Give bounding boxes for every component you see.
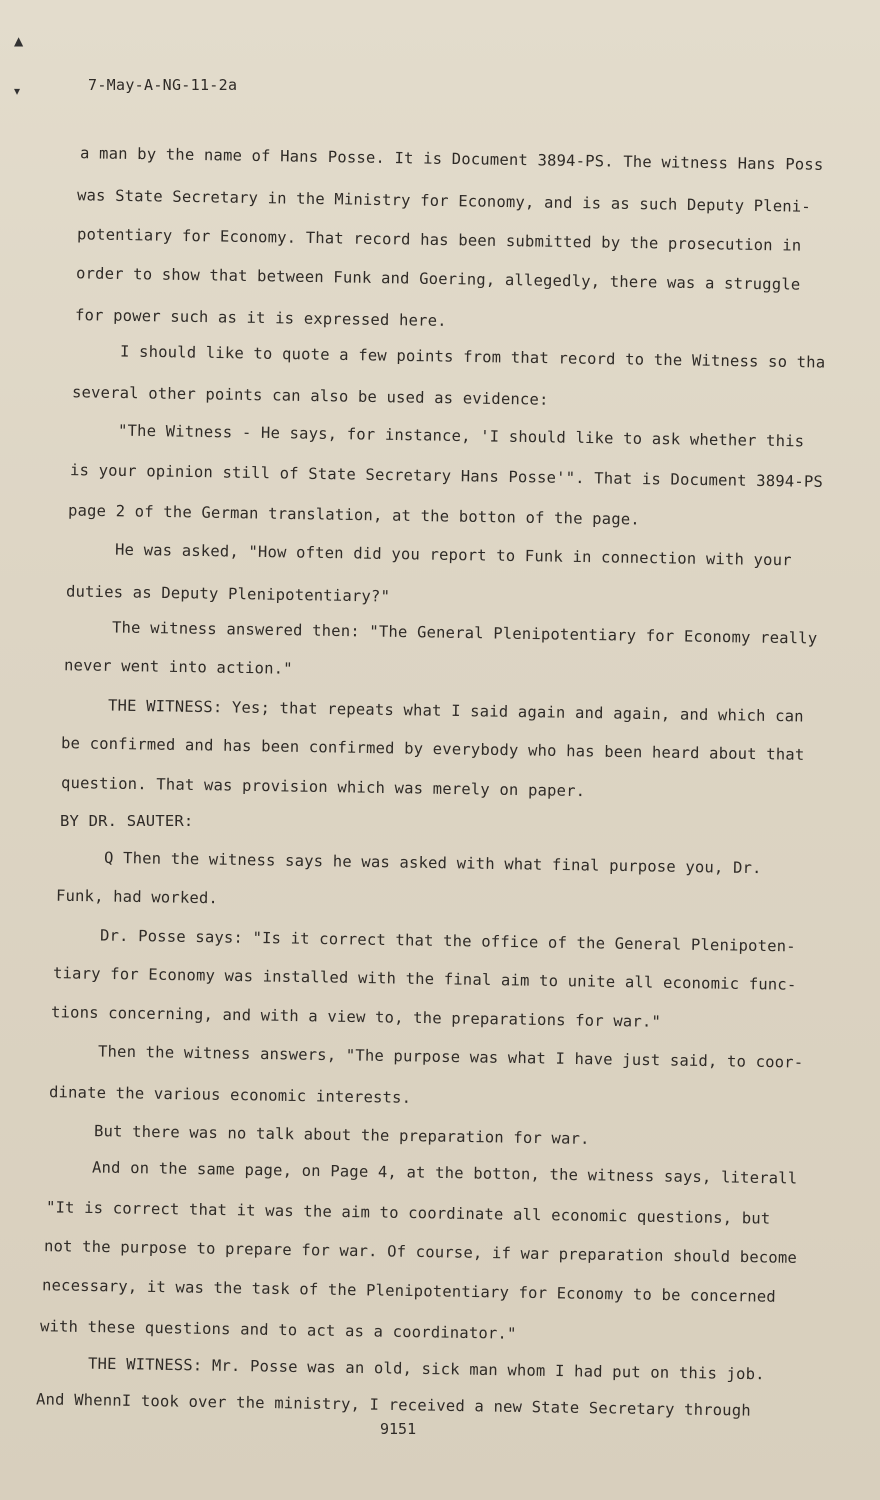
body-line: I should like to quote a few points from that record to the Witness so tha — [119, 342, 826, 372]
body-line: THE WITNESS: Yes; that repeats what I said again and again, and which can — [107, 696, 804, 726]
body-line: tions concerning, and with a view to, the preparations for war." — [50, 1003, 662, 1031]
document-reference: 7-May-A-NG-11-2a — [88, 76, 238, 94]
body-line: He was asked, "How often did you report to Funk in connection with your — [114, 540, 792, 570]
body-line: duties as Deputy Plenipotentiary?" — [65, 582, 391, 606]
body-line: page 2 of the German translation, at the botton of the page. — [67, 501, 641, 529]
body-line: for power such as it is expressed here. — [74, 306, 447, 330]
body-line: necessary, it was the task of the Plenipotentiary for Economy to be concerned — [41, 1276, 777, 1306]
page-number: 9151 — [380, 1420, 417, 1438]
body-line: THE WITNESS: Mr. Posse was an old, sick man whom I had put on this job. — [87, 1354, 765, 1384]
body-line: be confirmed and has been confirmed by everybody who has been heard about that — [60, 734, 805, 764]
section-heading: BY DR. SAUTER: — [60, 812, 194, 830]
body-line: "It is correct that it was the aim to coordinate all economic questions, but — [45, 1198, 771, 1228]
body-line: several other points can also be used as evidence: — [71, 383, 549, 409]
body-line: is your opinion still of State Secretary Hans Posse'". That is Document 3894-PS — [69, 461, 824, 491]
body-line: Q Then the witness says he was asked with what final purpose you, Dr. — [103, 848, 762, 878]
punch-mark-icon: ▲ — [14, 34, 24, 48]
body-line: with these questions and to act as a coordinator." — [39, 1317, 517, 1343]
body-line: And on the same page, on Page 4, at the botton, the witness says, literall — [91, 1158, 798, 1188]
body-line: dinate the various economic interests. — [48, 1083, 412, 1107]
body-line: not the purpose to prepare for war. Of course, if war preparation should become — [43, 1237, 798, 1267]
body-line: Funk, had worked. — [55, 886, 219, 908]
body-line: The witness answered then: "The General Plenipotentiary for Economy really — [111, 618, 818, 648]
body-line: Then the witness answers, "The purpose was what I have just said, to coor- — [97, 1042, 804, 1072]
body-line: question. That was provision which was merely on paper. — [60, 773, 586, 801]
body-line: potentiary for Economy. That record has been submitted by the prosecution in — [76, 225, 802, 255]
body-line: And WhennI took over the ministry, I received a new State Secretary through — [35, 1390, 751, 1420]
body-line: "The Witness - He says, for instance, 'I should like to ask whether this — [117, 421, 805, 451]
body-line: tiary for Economy was installed with the final aim to unite all economic func- — [52, 964, 797, 994]
body-line: order to show that between Funk and Goering, allegedly, there was a struggle — [75, 264, 801, 294]
punch-mark-icon: ▾ — [14, 84, 21, 98]
body-line: was State Secretary in the Ministry for Economy, and is as such Deputy Pleni- — [76, 186, 812, 216]
body-line: Dr. Posse says: "Is it correct that the office of the General Plenipoten- — [99, 926, 796, 956]
body-line: But there was no talk about the preparation for war. — [93, 1122, 590, 1148]
body-line: never went into action." — [63, 656, 293, 678]
body-line: a man by the name of Hans Posse. It is Document 3894-PS. The witness Hans Poss — [79, 144, 824, 174]
